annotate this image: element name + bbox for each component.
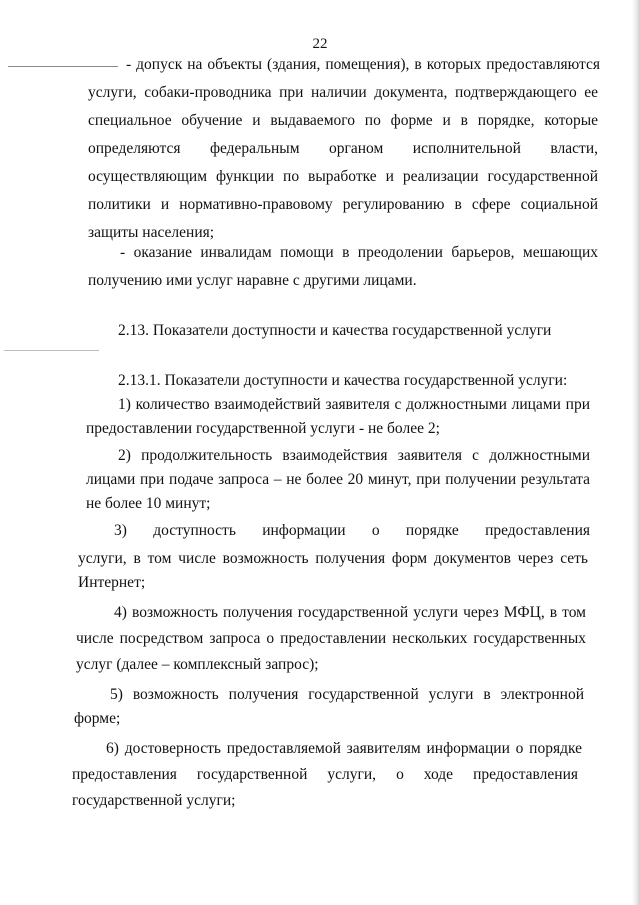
indicator-line: услуг (далее – комплексный запрос); xyxy=(76,656,319,673)
indicator-line: лицами при подаче запроса – не более 20 минут, при получении результата xyxy=(86,471,590,488)
list-line: услуги, собаки-проводника при наличии документа, подтверждающего ее xyxy=(88,84,598,101)
page-number: 22 xyxy=(312,36,328,52)
indicator-line: Интернет; xyxy=(78,574,146,591)
list-line: - допуск на объекты (здания, помещения), в которых предоставляются xyxy=(126,56,600,73)
indicator-line: услуги, в том числе возможность получения форм документов через сеть xyxy=(78,550,588,567)
indicator-line: числе посредством запроса о предоставлении нескольких государственных xyxy=(76,630,586,647)
indicator-line: не более 10 минут; xyxy=(86,495,211,512)
list-line: получению ими услуг наравне с другими лицами. xyxy=(88,272,417,289)
list-line: - оказание инвалидам помощи в преодолении барьеров, мешающих xyxy=(120,244,598,261)
list-line: защиты населения; xyxy=(88,224,215,241)
indicator-line: 2) продолжительность взаимодействия заявителя с должностными xyxy=(118,447,590,464)
indicator-line: форме; xyxy=(74,710,121,727)
scan-edge-shadow xyxy=(632,0,640,905)
indicator-line: предоставлении государственной услуги - не более 2; xyxy=(86,420,440,437)
list-line: политики и нормативно-правовому регулированию в сфере социальной xyxy=(88,196,598,213)
list-line: определяются федеральным органом исполнительной власти, xyxy=(88,140,598,157)
indicator-line: предоставления государственной услуги, о ходе предоставления xyxy=(72,766,578,783)
indicator-line: 4) возможность получения государственной услуги через МФЦ, в том xyxy=(114,604,586,621)
indicator-line: 1) количество взаимодействий заявителя с должностными лицами при xyxy=(118,396,590,413)
scan-artifact-line xyxy=(4,350,99,351)
indicator-line: 6) достоверность предоставляемой заявителям информации о порядке xyxy=(106,740,582,757)
indicator-line: 3) доступность информации о порядке предоставления xyxy=(114,522,590,539)
subsection-intro: 2.13.1. Показатели доступности и качества государственной услуги: xyxy=(118,372,568,389)
list-line: специальное обучение и выдаваемого по форме и в порядке, которые xyxy=(88,112,598,129)
indicator-line: 5) возможность получения государственной услуги в электронной xyxy=(110,686,584,703)
section-heading: 2.13. Показатели доступности и качества государственной услуги xyxy=(118,322,552,339)
list-line: осуществляющим функции по выработке и реализации государственной xyxy=(88,168,598,185)
indicator-line: государственной услуги; xyxy=(72,792,236,809)
scan-artifact-line xyxy=(8,66,118,67)
